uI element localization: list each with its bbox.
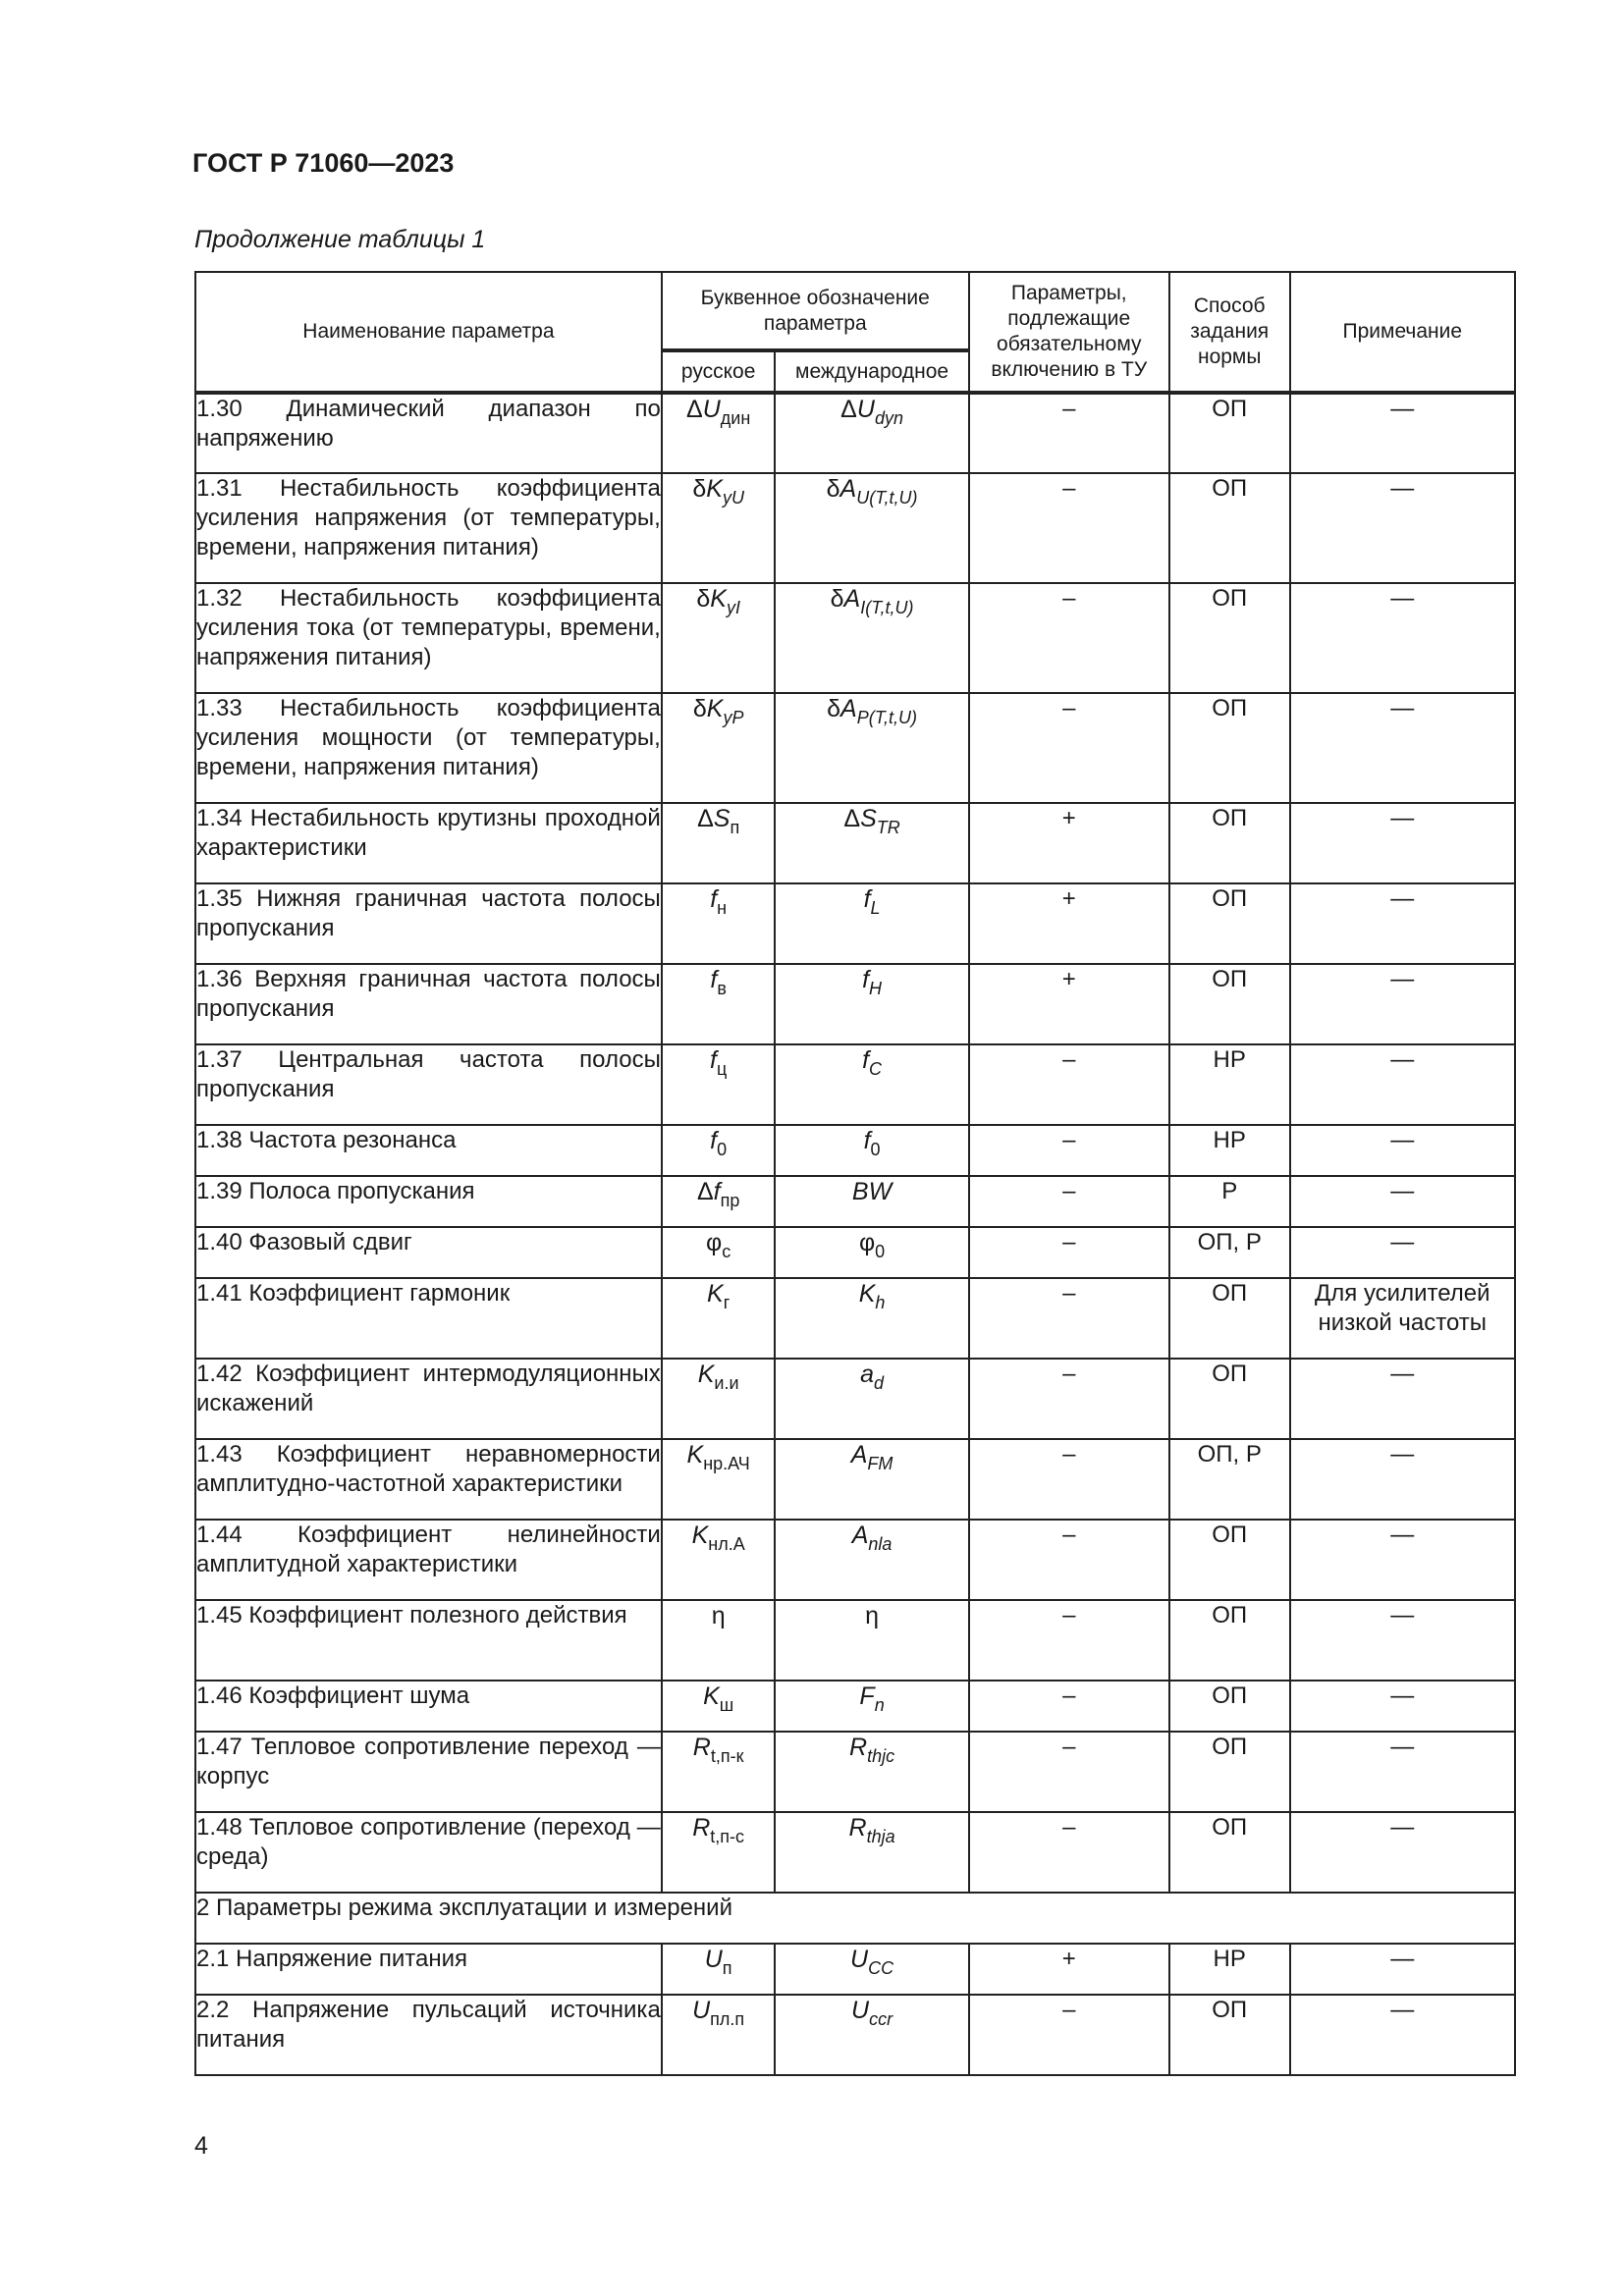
symbol-prefix: Δ xyxy=(840,396,857,423)
symbol-subscript: в xyxy=(717,979,727,998)
norm-method: ОП xyxy=(1169,1681,1290,1732)
symbol-base: f xyxy=(710,1046,717,1074)
symbol-international xyxy=(775,693,968,803)
symbol-subscript: CC xyxy=(868,1958,894,1978)
symbol-prefix: Δ xyxy=(843,805,861,832)
symbol-base: F xyxy=(859,1682,875,1710)
symbol-subscript: нр.АЧ xyxy=(703,1454,750,1473)
symbol-international xyxy=(775,1359,968,1439)
parameter-name: 2.1 Напряжение питания xyxy=(195,1944,662,1995)
symbol-subscript: ccr xyxy=(869,2009,893,2029)
mandatory-mark: – xyxy=(969,1044,1169,1125)
mandatory-mark: – xyxy=(969,1520,1169,1600)
symbol-subscript: t,п-к xyxy=(710,1746,744,1766)
symbol-base: K xyxy=(686,1441,704,1468)
symbol-subscript: I(T,t,U) xyxy=(860,598,914,617)
symbol-subscript: nla xyxy=(868,1534,893,1554)
parameter-name: 1.34 Нестабильность крутизны проходной характеристики xyxy=(195,803,662,883)
symbol-subscript: уI xyxy=(726,598,740,617)
symbol-subscript: U(T,t,U) xyxy=(856,488,918,507)
symbol-russian xyxy=(662,693,776,803)
symbol-base: A xyxy=(839,475,857,503)
table-row xyxy=(195,1944,1515,1995)
symbol-international xyxy=(775,1176,968,1227)
symbol-international xyxy=(775,1681,968,1732)
symbol-international xyxy=(775,1520,968,1600)
symbol-base: A xyxy=(840,695,857,722)
symbol-base: a xyxy=(860,1361,875,1388)
symbol-international xyxy=(775,1812,968,1893)
note: — xyxy=(1290,1600,1515,1681)
symbol-russian xyxy=(662,883,776,964)
table-row xyxy=(195,1600,1515,1681)
header-international: международное xyxy=(775,350,968,393)
symbol-subscript: п xyxy=(722,1958,732,1978)
symbol-base: K xyxy=(691,1522,709,1549)
norm-method: Р xyxy=(1169,1176,1290,1227)
note: — xyxy=(1290,1812,1515,1893)
parameter-name: 1.47 Тепловое сопротивление переход — корпус xyxy=(195,1732,662,1812)
section-row xyxy=(195,1893,1515,1944)
mandatory-mark: – xyxy=(969,1227,1169,1278)
symbol-subscript: с xyxy=(722,1242,731,1261)
symbol-subscript: TR xyxy=(876,818,900,837)
mandatory-mark: – xyxy=(969,1995,1169,2075)
symbol-prefix: δ xyxy=(827,695,841,722)
mandatory-mark: – xyxy=(969,1681,1169,1732)
symbol-russian xyxy=(662,1359,776,1439)
symbol-russian xyxy=(662,1125,776,1176)
symbol-subscript: пл.п xyxy=(710,2009,745,2029)
symbol-international xyxy=(775,393,968,473)
symbol-subscript: нл.А xyxy=(708,1534,745,1554)
table-row xyxy=(195,1176,1515,1227)
table-row xyxy=(195,1044,1515,1125)
document-code: ГОСТ Р 71060—2023 xyxy=(192,148,455,178)
table-caption: Продолжение таблицы 1 xyxy=(194,226,486,253)
symbol-international xyxy=(775,1227,968,1278)
mandatory-mark: + xyxy=(969,883,1169,964)
symbol-international xyxy=(775,1125,968,1176)
symbol-subscript: P(T,t,U) xyxy=(856,708,918,727)
parameters-table xyxy=(194,271,1516,2076)
symbol-subscript: FM xyxy=(867,1454,893,1473)
header-name: Наименование параметра xyxy=(195,272,662,393)
mandatory-mark: – xyxy=(969,1812,1169,1893)
symbol-russian xyxy=(662,1944,776,1995)
header-russian: русское xyxy=(662,350,776,393)
symbol-base: A xyxy=(843,585,861,613)
parameter-name: 1.43 Коэффициент неравномерности амплитудно-частотной характеристики xyxy=(195,1439,662,1520)
symbol-russian xyxy=(662,803,776,883)
symbol-prefix: δ xyxy=(696,585,711,613)
symbol-international xyxy=(775,1995,968,2075)
symbol-base: R xyxy=(849,1734,868,1761)
note: — xyxy=(1290,1227,1515,1278)
symbol-base: U xyxy=(702,396,721,423)
symbol-base: U xyxy=(850,1946,869,1973)
symbol-subscript: и.и xyxy=(714,1373,739,1393)
mandatory-mark: – xyxy=(969,693,1169,803)
norm-method: ОП xyxy=(1169,1812,1290,1893)
symbol-base: K xyxy=(703,1682,720,1710)
symbol-base: K xyxy=(710,585,727,613)
symbol-base: U xyxy=(692,1997,711,2024)
parameter-name: 1.38 Частота резонанса xyxy=(195,1125,662,1176)
note: — xyxy=(1290,1681,1515,1732)
parameter-name: 1.39 Полоса пропускания xyxy=(195,1176,662,1227)
table-body xyxy=(195,393,1515,2075)
symbol-base: R xyxy=(692,1814,711,1842)
note: — xyxy=(1290,473,1515,583)
note: — xyxy=(1290,1995,1515,2075)
note: — xyxy=(1290,1125,1515,1176)
table-row xyxy=(195,1520,1515,1600)
parameter-name: 1.45 Коэффициент полезного действия xyxy=(195,1600,662,1681)
table-row xyxy=(195,583,1515,693)
symbol-prefix: Δ xyxy=(686,396,703,423)
symbol-international xyxy=(775,1732,968,1812)
norm-method: ОП, Р xyxy=(1169,1227,1290,1278)
symbol-prefix: δ xyxy=(692,695,707,722)
table-row xyxy=(195,1732,1515,1812)
symbol-subscript: d xyxy=(874,1373,885,1393)
mandatory-mark: + xyxy=(969,1944,1169,1995)
norm-method: ОП xyxy=(1169,473,1290,583)
symbol-international xyxy=(775,1278,968,1359)
symbol-subscript: уP xyxy=(723,708,744,727)
header-letter: Буквенное обозначение параметра xyxy=(662,272,969,350)
symbol-prefix: δ xyxy=(692,475,707,503)
note: — xyxy=(1290,1520,1515,1600)
symbol-base: f xyxy=(710,1127,718,1154)
symbol-base: f xyxy=(863,885,871,913)
mandatory-mark: + xyxy=(969,964,1169,1044)
symbol-subscript: п xyxy=(730,818,740,837)
table-row xyxy=(195,964,1515,1044)
symbol-russian xyxy=(662,1995,776,2075)
symbol-prefix: η xyxy=(865,1602,880,1629)
parameter-name: 1.42 Коэффициент интермодуляционных искажений xyxy=(195,1359,662,1439)
symbol-international xyxy=(775,473,968,583)
parameter-name: 1.35 Нижняя граничная частота полосы пропускания xyxy=(195,883,662,964)
parameter-name: 1.36 Верхняя граничная частота полосы пропускания xyxy=(195,964,662,1044)
symbol-subscript: dyn xyxy=(874,408,903,428)
symbol-international xyxy=(775,964,968,1044)
symbol-subscript: ш xyxy=(719,1695,734,1715)
mandatory-mark: – xyxy=(969,1278,1169,1359)
table-row xyxy=(195,1995,1515,2075)
norm-method: ОП xyxy=(1169,693,1290,803)
note: — xyxy=(1290,883,1515,964)
norm-method: НР xyxy=(1169,1125,1290,1176)
symbol-subscript: н xyxy=(717,898,728,918)
mandatory-mark: – xyxy=(969,473,1169,583)
table-row xyxy=(195,1278,1515,1359)
symbol-base: f xyxy=(710,885,718,913)
symbol-base: K xyxy=(858,1280,876,1308)
symbol-base: f xyxy=(863,1127,871,1154)
parameter-name: 1.41 Коэффициент гармоник xyxy=(195,1278,662,1359)
parameter-name: 1.37 Центральная частота полосы пропускания xyxy=(195,1044,662,1125)
mandatory-mark: – xyxy=(969,583,1169,693)
page-number: 4 xyxy=(194,2132,208,2160)
symbol-base: K xyxy=(706,475,723,503)
symbol-russian xyxy=(662,1278,776,1359)
norm-method: ОП xyxy=(1169,883,1290,964)
symbol-international xyxy=(775,583,968,693)
norm-method: ОП xyxy=(1169,1359,1290,1439)
mandatory-mark: – xyxy=(969,1176,1169,1227)
symbol-russian xyxy=(662,473,776,583)
table-row xyxy=(195,393,1515,473)
norm-method: ОП, Р xyxy=(1169,1439,1290,1520)
note: — xyxy=(1290,964,1515,1044)
symbol-subscript: thja xyxy=(866,1827,895,1846)
symbol-subscript: h xyxy=(875,1293,886,1312)
symbol-international xyxy=(775,1439,968,1520)
symbol-base: f xyxy=(862,1046,870,1074)
symbol-international xyxy=(775,883,968,964)
note: — xyxy=(1290,803,1515,883)
table-row xyxy=(195,1359,1515,1439)
table-row xyxy=(195,693,1515,803)
parameter-name: 1.31 Нестабильность коэффициента усиления напряжения (от температуры, времени, напряжения питания) xyxy=(195,473,662,583)
symbol-international xyxy=(775,1600,968,1681)
symbol-prefix: φ xyxy=(706,1229,723,1256)
symbol-subscript: H xyxy=(869,979,883,998)
parameter-name: 1.40 Фазовый сдвиг xyxy=(195,1227,662,1278)
table-row xyxy=(195,1227,1515,1278)
symbol-base: U xyxy=(704,1946,723,1973)
norm-method: ОП xyxy=(1169,583,1290,693)
symbol-base: S xyxy=(713,805,731,832)
symbol-russian xyxy=(662,1176,776,1227)
table-row xyxy=(195,1812,1515,1893)
parameter-name: 1.48 Тепловое сопротивление (переход — среда) xyxy=(195,1812,662,1893)
mandatory-mark: – xyxy=(969,393,1169,473)
symbol-prefix: δ xyxy=(830,585,844,613)
symbol-russian xyxy=(662,1227,776,1278)
symbol-subscript: n xyxy=(874,1695,885,1715)
mandatory-mark: – xyxy=(969,1439,1169,1520)
norm-method: ОП xyxy=(1169,1600,1290,1681)
symbol-base: f xyxy=(713,1178,721,1205)
symbol-russian xyxy=(662,1044,776,1125)
table-row xyxy=(195,803,1515,883)
norm-method: ОП xyxy=(1169,1732,1290,1812)
norm-method: НР xyxy=(1169,1044,1290,1125)
symbol-prefix: φ xyxy=(858,1229,876,1256)
norm-method: ОП xyxy=(1169,393,1290,473)
symbol-russian xyxy=(662,1520,776,1600)
symbol-prefix: η xyxy=(711,1602,726,1629)
symbol-base: K xyxy=(697,1361,715,1388)
mandatory-mark: – xyxy=(969,1732,1169,1812)
note: — xyxy=(1290,1944,1515,1995)
symbol-prefix: Δ xyxy=(696,1178,714,1205)
symbol-russian xyxy=(662,1681,776,1732)
note: — xyxy=(1290,1176,1515,1227)
symbol-russian xyxy=(662,583,776,693)
symbol-international xyxy=(775,1944,968,1995)
symbol-base: BW xyxy=(851,1178,893,1205)
mandatory-mark: + xyxy=(969,803,1169,883)
symbol-russian xyxy=(662,1439,776,1520)
symbol-subscript: C xyxy=(869,1059,883,1079)
symbol-base: R xyxy=(848,1814,867,1842)
norm-method: ОП xyxy=(1169,1520,1290,1600)
symbol-base: f xyxy=(862,966,870,993)
symbol-base: R xyxy=(692,1734,711,1761)
symbol-subscript: 0 xyxy=(717,1140,728,1159)
parameter-name: 1.33 Нестабильность коэффициента усиления мощности (от температуры, времени, напряжения питания) xyxy=(195,693,662,803)
table-row xyxy=(195,473,1515,583)
mandatory-mark: – xyxy=(969,1600,1169,1681)
symbol-base: A xyxy=(851,1522,869,1549)
header-mandatory: Параметры, подлежащие обязательному включению в ТУ xyxy=(969,272,1169,393)
symbol-subscript: t,п-с xyxy=(710,1827,745,1846)
symbol-base: K xyxy=(707,1280,724,1308)
table-row xyxy=(195,883,1515,964)
parameter-name: 2.2 Напряжение пульсаций источника питания xyxy=(195,1995,662,2075)
symbol-russian xyxy=(662,1600,776,1681)
table-row xyxy=(195,1681,1515,1732)
norm-method: ОП xyxy=(1169,964,1290,1044)
norm-method: ОП xyxy=(1169,803,1290,883)
mandatory-mark: – xyxy=(969,1125,1169,1176)
symbol-international xyxy=(775,803,968,883)
symbol-base: S xyxy=(860,805,877,832)
norm-method: НР xyxy=(1169,1944,1290,1995)
symbol-base: f xyxy=(710,966,718,993)
parameter-name: 1.46 Коэффициент шума xyxy=(195,1681,662,1732)
note: — xyxy=(1290,393,1515,473)
parameter-name: 1.30 Динамический диапазон по напряжению xyxy=(195,393,662,473)
symbol-subscript: thjc xyxy=(867,1746,895,1766)
symbol-subscript: ц xyxy=(716,1059,728,1079)
note: — xyxy=(1290,583,1515,693)
symbol-russian xyxy=(662,393,776,473)
section-title: 2 Параметры режима эксплуатации и измерений xyxy=(195,1893,1515,1944)
symbol-international xyxy=(775,1044,968,1125)
note: Для усилителей низкой частоты xyxy=(1290,1278,1515,1359)
symbol-subscript: 0 xyxy=(875,1242,886,1261)
note: — xyxy=(1290,1044,1515,1125)
symbol-base: U xyxy=(851,1997,870,2024)
norm-method: ОП xyxy=(1169,1278,1290,1359)
symbol-russian xyxy=(662,964,776,1044)
symbol-subscript: L xyxy=(870,898,881,918)
symbol-subscript: пр xyxy=(720,1191,740,1210)
note: — xyxy=(1290,1359,1515,1439)
symbol-subscript: г xyxy=(723,1293,731,1312)
note: — xyxy=(1290,1439,1515,1520)
symbol-subscript: уU xyxy=(722,488,744,507)
symbol-russian xyxy=(662,1812,776,1893)
norm-method: ОП xyxy=(1169,1995,1290,2075)
table-row xyxy=(195,1439,1515,1520)
parameter-name: 1.32 Нестабильность коэффициента усиления тока (от температуры, времени, напряжения питания) xyxy=(195,583,662,693)
table-row xyxy=(195,1125,1515,1176)
header-norm: Способ задания нормы xyxy=(1169,272,1290,393)
symbol-base: A xyxy=(850,1441,868,1468)
header-note: Примечание xyxy=(1290,272,1515,393)
symbol-base: U xyxy=(856,396,875,423)
mandatory-mark: – xyxy=(969,1359,1169,1439)
note: — xyxy=(1290,1732,1515,1812)
parameter-name: 1.44 Коэффициент нелинейности амплитудной характеристики xyxy=(195,1520,662,1600)
symbol-subscript: дин xyxy=(720,408,751,428)
note: — xyxy=(1290,693,1515,803)
symbol-prefix: Δ xyxy=(697,805,714,832)
symbol-subscript: 0 xyxy=(870,1140,881,1159)
symbol-russian xyxy=(662,1732,776,1812)
symbol-prefix: δ xyxy=(826,475,840,503)
symbol-base: K xyxy=(706,695,724,722)
